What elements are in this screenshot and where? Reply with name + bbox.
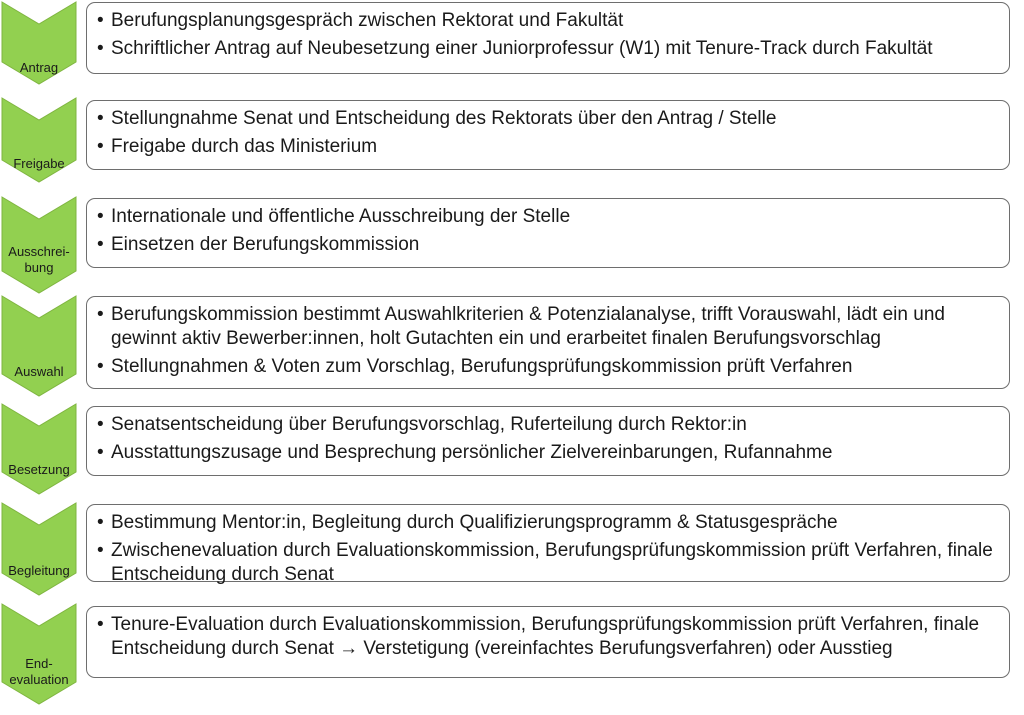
stage-5-chevron: [2, 404, 76, 494]
bullet-item: [97, 37, 997, 61]
stage-6-chevron-polygon: [2, 503, 76, 595]
bullet-dot-icon: •: [97, 614, 104, 635]
bullet-item: [97, 205, 997, 229]
bullet-text: Stellungnahme Senat und Entscheidung des Rektorats über den Antrag / Stelle: [111, 108, 777, 129]
stage-6-chevron-shape: [2, 503, 76, 595]
stage-5-chevron-shape: [2, 404, 76, 494]
stage-7-chevron-shape: [2, 604, 76, 704]
stage-6-chevron: [2, 503, 76, 595]
bullet-text: Senatsentscheidung über Berufungsvorschlag, Ruferteilung durch Rektor:in: [111, 414, 747, 435]
bullet-text: Stellungnahmen & Voten zum Vorschlag, Berufungsprüfungskommission prüft Verfahren: [111, 356, 853, 377]
stage-4-label: Auswahl: [14, 364, 64, 379]
bullet-item: [97, 539, 997, 587]
stage-5-chevron-polygon: [2, 404, 76, 494]
stage-4-description-box: [86, 296, 1010, 389]
bullet-item: [97, 441, 997, 465]
bullet-item: [97, 107, 997, 131]
bullet-item: [97, 9, 997, 33]
bullet-dot-icon: •: [97, 540, 104, 561]
bullet-dot-icon: •: [97, 356, 104, 377]
bullet-text: Ausstattungszusage und Besprechung persönlicher Zielvereinbarungen, Rufannahme: [111, 442, 833, 463]
stage-4-chevron-polygon: [2, 296, 76, 396]
bullet-dot-icon: •: [97, 234, 104, 255]
bullet-item: [97, 355, 997, 379]
bullet-item: [97, 303, 997, 351]
bullet-item: [97, 135, 997, 159]
bullet-text: Berufungsplanungsgespräch zwischen Rektorat und Fakultät: [111, 10, 624, 31]
stage-4-chevron-shape: [2, 296, 76, 396]
stage-3-chevron: [2, 197, 76, 293]
bullet-dot-icon: •: [97, 38, 104, 59]
stage-2-chevron: [2, 98, 76, 182]
stage-7-label: End- evaluation: [9, 656, 69, 687]
bullet-dot-icon: •: [97, 136, 104, 157]
stage-2-label: Freigabe: [13, 156, 65, 171]
stage-3-description-box: [86, 198, 1010, 268]
stage-3-label: Ausschrei- bung: [8, 244, 70, 275]
bullet-dot-icon: •: [97, 10, 104, 31]
bullet-text: Bestimmung Mentor:in, Begleitung durch Qualifizierungsprogramm & Statusgespräche: [111, 512, 838, 533]
bullet-item: [97, 613, 997, 661]
bullet-dot-icon: •: [97, 414, 104, 435]
stage-7-description-box: [86, 606, 1010, 678]
bullet-dot-icon: •: [97, 512, 104, 533]
bullet-text: Tenure-Evaluation durch Evaluationskommission, Berufungsprüfungskommission prüft Verfahren, finale Entscheidung durch Senat → Verstetigung (vereinfachtes Berufungsverfahren) oder Ausstieg: [111, 614, 980, 659]
stage-7-chevron: [2, 604, 76, 704]
stage-2-description-box: [86, 100, 1010, 170]
bullet-item: [97, 511, 997, 535]
bullet-dot-icon: •: [97, 442, 104, 463]
bullet-dot-icon: •: [97, 108, 104, 129]
bullet-text: Freigabe durch das Ministerium: [111, 136, 378, 157]
stage-4-chevron: [2, 296, 76, 396]
bullet-text: Schriftlicher Antrag auf Neubesetzung einer Juniorprofessur (W1) mit Tenure-Track durch Fakultät: [111, 38, 933, 59]
stage-1-description-box: [86, 2, 1010, 74]
bullet-item: [97, 233, 997, 257]
stage-6-label: Begleitung: [8, 563, 70, 578]
stage-7-chevron-polygon: [2, 604, 76, 704]
stage-1-label: Antrag: [19, 60, 59, 75]
stage-6-description-box: [86, 504, 1010, 585]
bullet-text: Zwischenevaluation durch Evaluationskommission, Berufungsprüfungskommission prüft Verfahren, finale Entscheidung durch Senat: [111, 540, 993, 585]
stage-1-chevron: [2, 2, 76, 84]
bullet-dot-icon: •: [97, 206, 104, 227]
bullet-text: Einsetzen der Berufungskommission: [111, 234, 420, 255]
bullet-text: Internationale und öffentliche Ausschreibung der Stelle: [111, 206, 571, 227]
bullet-text: Berufungskommission bestimmt Auswahlkriterien & Potenzialanalyse, trifft Vorauswahl, lädt ein und gewinnt aktiv Bewerber:innen, holt Gutachten ein und erarbeitet finalen Berufungsvorschlag: [111, 304, 945, 349]
bullet-item: [97, 413, 997, 437]
stage-5-label: Besetzung: [8, 462, 70, 477]
bullet-dot-icon: •: [97, 304, 104, 325]
stage-5-description-box: [86, 406, 1010, 476]
